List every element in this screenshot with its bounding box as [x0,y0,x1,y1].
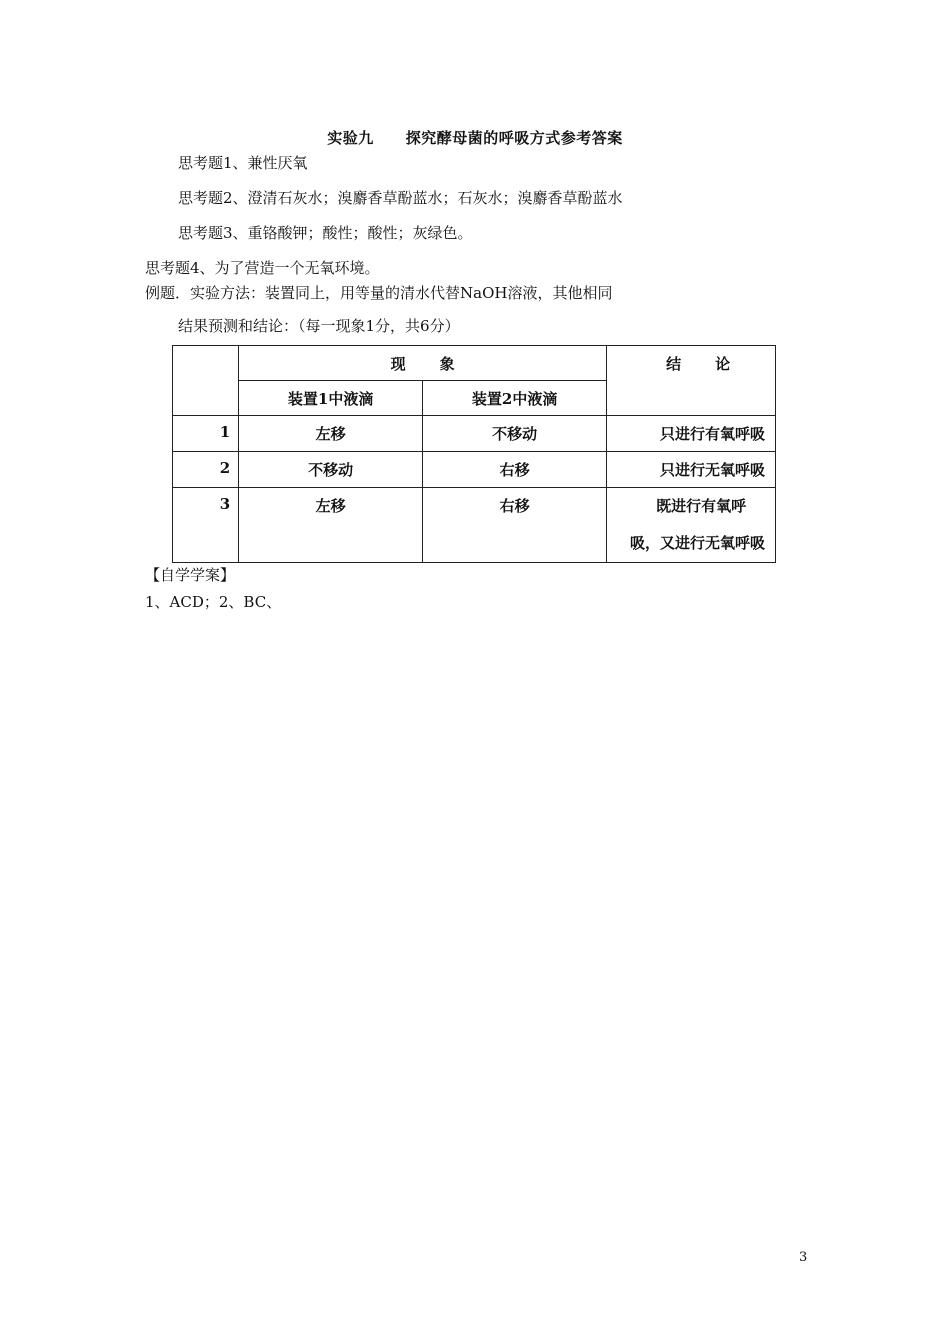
table-row [173,416,776,452]
subheader-device-1: 装置1中液滴 [239,381,423,416]
example-method: 例题．实验方法：装置同上，用等量的清水代替NaOH溶液，其他相同 [145,284,613,302]
row-conclusion: 只进行有氧呼吸 [607,416,776,452]
row-device-2: 右移 [423,452,607,488]
subheader-device-2: 装置2中液滴 [423,381,607,416]
header-conclusion-b: 论 [715,355,731,373]
header-phenomenon-a: 现 [390,355,406,373]
question-2: 思考题2、澄清石灰水；溴麝香草酚蓝水；石灰水；溴麝香草酚蓝水 [178,189,623,207]
row-index: 3 [173,488,239,563]
row-device-1: 不移动 [239,452,423,488]
row-conclusion [607,488,776,563]
self-study-answers: 1、ACD；2、BC、 [145,593,282,611]
table-header-row [173,346,776,381]
result-intro: 结果预测和结论：（每一现象1分，共6分） [178,317,460,335]
conclusion-line-1: 既进行有氧呼 [656,497,747,515]
conclusion-line-2: 吸，又进行无氧呼吸 [629,534,765,552]
row-index: 2 [173,452,239,488]
row-device-2: 右移 [423,488,607,563]
header-conclusion-a: 结 [666,355,682,373]
row-conclusion: 只进行无氧呼吸 [607,452,776,488]
row-index: 1 [173,416,239,452]
title-part-2: 探究酵母菌的呼吸方式参考答案 [405,129,623,147]
question-3: 思考题3、重铬酸钾；酸性；酸性；灰绿色。 [178,224,473,242]
self-study-heading: 【自学学案】 [145,566,236,584]
question-1: 思考题1、兼性厌氧 [178,154,308,172]
header-conclusion [607,346,776,416]
page-title [0,127,950,148]
header-phenomenon [239,346,607,381]
title-part-1: 实验九 [327,129,374,147]
result-table [172,345,776,563]
row-device-1: 左移 [239,416,423,452]
row-device-1: 左移 [239,488,423,563]
page-number: 3 [799,1250,808,1265]
table-corner-cell [173,346,239,416]
table-row [173,488,776,563]
header-phenomenon-b: 象 [439,355,455,373]
row-device-2: 不移动 [423,416,607,452]
question-4: 思考题4、为了营造一个无氧环境。 [145,259,380,277]
